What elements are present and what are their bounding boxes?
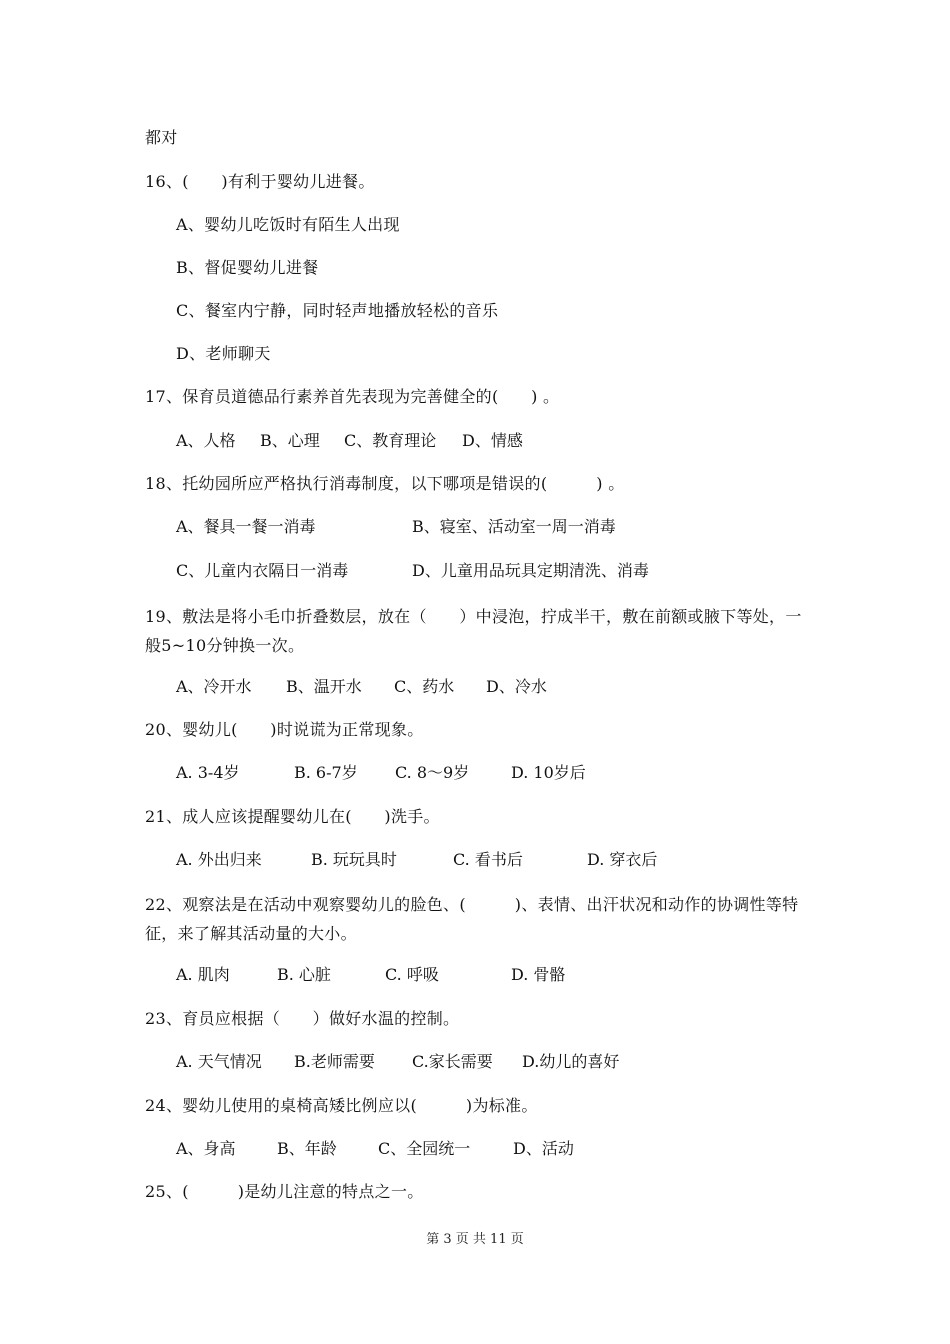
question-19-options bbox=[176, 676, 547, 698]
question-19-option-a: A、冷开水 bbox=[176, 677, 252, 696]
question-17-option-d: D、情感 bbox=[462, 431, 523, 450]
question-20-option-a: A. 3-4岁 bbox=[176, 763, 240, 782]
question-19-option-c: C、药水 bbox=[394, 677, 455, 696]
question-16-option-c: C、餐室内宁静，同时轻声地播放轻松的音乐 bbox=[176, 301, 499, 320]
question-19-option-b: B、温开水 bbox=[286, 677, 362, 696]
question-16-option-d: D、老师聊天 bbox=[176, 344, 271, 363]
question-20-stem: 20、婴幼儿( )时说谎为正常现象。 bbox=[145, 720, 424, 739]
question-20-option-b: B. 6-7岁 bbox=[294, 763, 358, 782]
question-24-stem: 24、婴幼儿使用的桌椅高矮比例应以( )为标准。 bbox=[145, 1096, 538, 1115]
question-18-stem: 18、托幼园所应严格执行消毒制度，以下哪项是错误的( ) 。 bbox=[145, 474, 625, 493]
question-22-option-d: D. 骨骼 bbox=[511, 965, 566, 984]
question-23-option-b: B.老师需要 bbox=[294, 1052, 375, 1071]
continuation-text: 都对 bbox=[145, 128, 178, 147]
question-19-stem: 19、敷法是将小毛巾折叠数层，放在（ ）中浸泡，拧成半干，敷在前额或腋下等处，一般5~10分钟换一次。 bbox=[145, 607, 802, 655]
question-18-option-d: D、儿童用品玩具定期清洗、消毒 bbox=[412, 561, 649, 580]
question-22-option-c: C. 呼吸 bbox=[385, 965, 439, 984]
question-21-option-d: D. 穿衣后 bbox=[587, 850, 658, 869]
question-22-option-b: B. 心脏 bbox=[277, 965, 331, 984]
question-21-stem: 21、成人应该提醒婴幼儿在( )洗手。 bbox=[145, 807, 440, 826]
question-24-option-b: B、年龄 bbox=[277, 1139, 337, 1158]
question-17-option-a: A、人格 bbox=[176, 431, 236, 450]
question-23-stem: 23、育员应根据（ ）做好水温的控制。 bbox=[145, 1009, 460, 1028]
question-25-stem: 25、( )是幼儿注意的特点之一。 bbox=[145, 1182, 424, 1201]
question-24-option-c: C、全园统一 bbox=[378, 1139, 471, 1158]
question-17-options bbox=[176, 430, 523, 452]
question-18-option-a: A、餐具一餐一消毒 bbox=[176, 517, 316, 536]
question-23-options bbox=[176, 1051, 619, 1073]
question-18-option-b: B、寝室、活动室一周一消毒 bbox=[412, 517, 616, 536]
question-24-options bbox=[176, 1138, 574, 1160]
question-17-option-c: C、教育理论 bbox=[344, 431, 437, 450]
question-16-option-a: A、婴幼儿吃饭时有陌生人出现 bbox=[176, 215, 400, 234]
question-21-option-c: C. 看书后 bbox=[453, 850, 523, 869]
question-21-option-a: A. 外出归来 bbox=[176, 850, 262, 869]
question-21-option-b: B. 玩玩具时 bbox=[311, 850, 397, 869]
question-16-stem: 16、( )有利于婴幼儿进餐。 bbox=[145, 172, 375, 191]
question-22-stem: 22、观察法是在活动中观察婴幼儿的脸色、( )、表情、出汗状况和动作的协调性等特征，来了解其活动量的大小。 bbox=[145, 895, 799, 943]
question-24-option-d: D、活动 bbox=[513, 1139, 574, 1158]
question-23-option-d: D.幼儿的喜好 bbox=[522, 1052, 620, 1071]
question-22-option-a: A. 肌肉 bbox=[176, 965, 230, 984]
question-18-options-row2 bbox=[176, 560, 649, 582]
question-17-stem: 17、保育员道德品行素养首先表现为完善健全的( ) 。 bbox=[145, 387, 560, 406]
question-18-options-row1 bbox=[176, 516, 616, 538]
question-20-option-d: D. 10岁后 bbox=[511, 763, 586, 782]
question-18-option-c: C、儿童内衣隔日一消毒 bbox=[176, 561, 349, 580]
question-24-option-a: A、身高 bbox=[176, 1139, 236, 1158]
question-17-option-b: B、心理 bbox=[260, 431, 320, 450]
page-footer: 第 3 页 共 11 页 bbox=[426, 1232, 524, 1247]
question-20-options bbox=[176, 762, 586, 784]
question-23-option-a: A. 天气情况 bbox=[176, 1052, 262, 1071]
question-19-option-d: D、冷水 bbox=[486, 677, 547, 696]
question-21-options bbox=[176, 849, 657, 871]
question-16-option-b: B、督促婴幼儿进餐 bbox=[176, 258, 319, 277]
question-20-option-c: C. 8～9岁 bbox=[395, 763, 470, 782]
question-22-options bbox=[176, 964, 565, 986]
question-23-option-c: C.家长需要 bbox=[412, 1052, 493, 1071]
